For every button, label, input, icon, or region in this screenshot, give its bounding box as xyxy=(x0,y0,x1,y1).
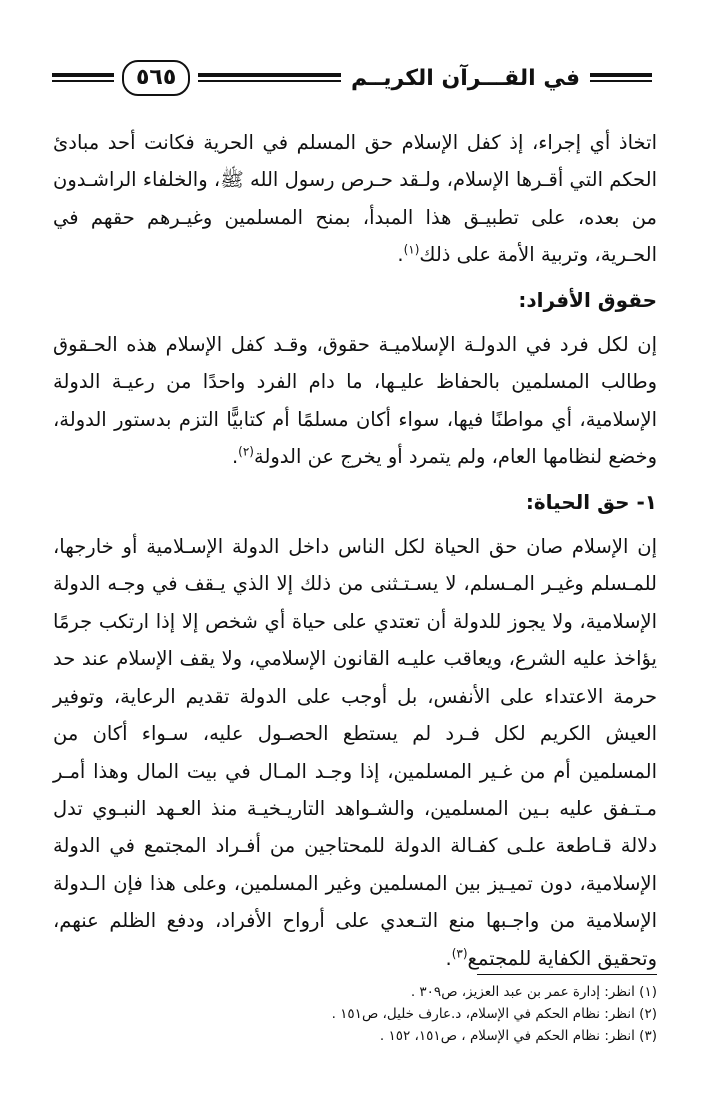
paragraph-2: إن لكل فرد في الدولـة الإسلاميـة حقوق، وقـد كفل الإسلام هذه الحـقوق وطالب المسلمين بالحفاظ عليـها، ما دام الفرد واحدًا من رعيـة الدولة الإسلامية، أي مواطنًا فيها، سواء أكان مسلمًا أم كتابيًّا التزم بدستور الدولة، وخضع لنظامها العام، ولم يتمرد أو يخرج عن الدولة$^{(٢)}$. xyxy=(53,333,657,469)
page-header xyxy=(52,52,652,104)
footnote-1: (١) انظر: إدارة عمر بن عبد العزيز، ص٣٠٩ . xyxy=(410,984,657,1000)
footnotes xyxy=(53,974,657,1047)
footnote-2: (٢) انظر: نظام الحكم في الإسلام، د.عارف خليل، ص١٥١ . xyxy=(331,1006,657,1022)
footnote-3: (٣) انظر: نظام الحكم في الإسلام ، ص١٥١، ١٥٢ . xyxy=(379,1028,657,1044)
footnote-ref-1: (١) xyxy=(403,242,420,257)
body-text xyxy=(53,124,657,977)
header-rule-middle xyxy=(198,72,341,84)
header-rule-right xyxy=(590,72,652,84)
section-heading-rights: حقوق الأفراد: xyxy=(518,287,657,312)
footnote-ref-3: (٣) xyxy=(451,946,468,961)
header-rule-left xyxy=(52,72,114,84)
footnote-divider xyxy=(477,974,657,975)
section-heading-life: ١- حق الحياة: xyxy=(525,489,657,514)
footnote-ref-2: (٢) xyxy=(238,444,254,459)
book-title: في القـــرآن الكريــم xyxy=(350,65,580,91)
page-number: ٥٦٥ xyxy=(122,60,190,96)
paragraph-1: اتخاذ أي إجراء، إذ كفل الإسلام حق المسلم في الحرية فكانت أحد مبادئ الحكم التي أقـرها الإسلام، ولـقد حـرص رسول الله ﷺ، والخلفاء الراشـدون من بعده، على تطبيـق هذا المبدأ، بمنح المسلمين وغيـرهم حقهم في الحـرية، وتربية الأمة على ذلك$^{(١)}$. xyxy=(53,131,657,267)
paragraph-3: إن الإسلام صان حق الحياة لكل الناس داخل الدولة الإسـلامية أو خارجها، للمـسلم وغيـر المـسلم، لا يسـتـثنى من ذلك إلا الذي يـقف في وجـه الدولة الإسلامية، ولا يجوز للدولة أن تعتدي على حياة أي شخص إلا إذا ارتكب جرمًا يؤاخذ عليه الشرع، ويعاقب عليـه القانون الإسلامي، ولا يقف الإسلام عند حد حرمة الاعتداء على الأنفس، بل أوجب على الدولة تقديم الرعاية، وتوفير العيش الكريم لكل فـرد لم يستطع الحصـول عليه، سـواء أكان من المسلمين أم من غـير المسلمين، إذا وجـد المـال في بيت المال وهذا أمـر مـتـفق عليه بـين المسلمين، والشـواهد التاريـخيـة منذ العـهد النبـوي تدل دلالة قـاطعة علـى كفـالة الدولة للمحتاجين من أفـراد المجتمع في الدولة الإسلامية، دون تميـيز بين المسلمين وغير المسلمين، وعلى هذا فإن الـدولة الإسلامية من واجـبها منع التـعدي على أرواح الأفراد، ودفع الظلم عنهم، وتحقيق الكفاية للمجتمع$^{(٣)}$. xyxy=(53,535,657,970)
